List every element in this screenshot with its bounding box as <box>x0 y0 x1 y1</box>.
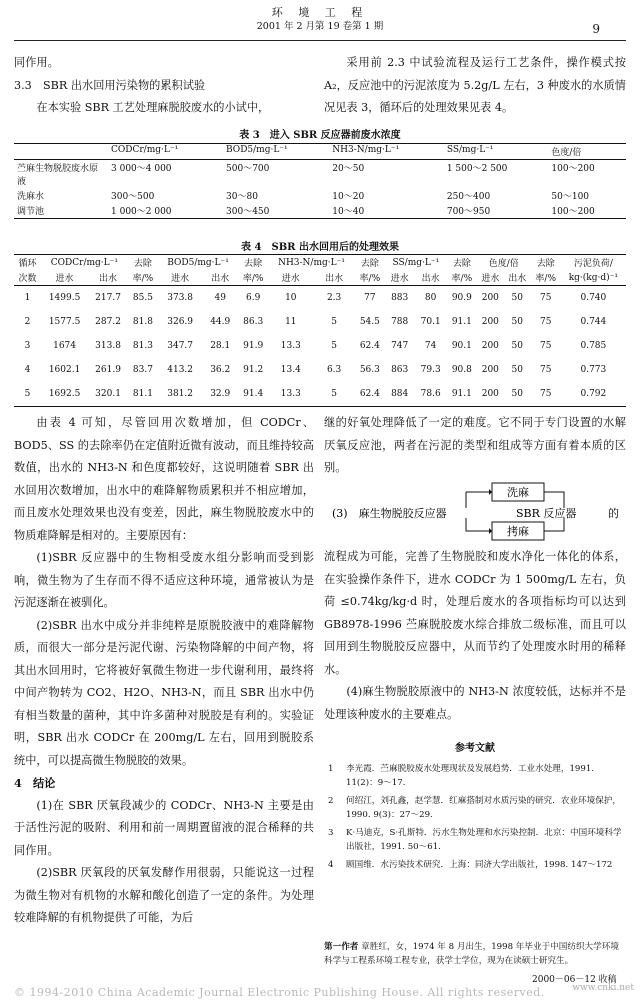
table-cell: 1674 <box>53 341 77 351</box>
running-header <box>0 6 640 33</box>
table4-header-cell: 率/% <box>132 274 154 284</box>
table-cell: 50 <box>511 389 523 399</box>
table-row <box>14 286 626 311</box>
table-cell: 36.2 <box>210 365 231 375</box>
table4-header-cell: 循环 <box>18 259 37 269</box>
table-cell: 200 <box>481 365 499 375</box>
table-cell: 80 <box>424 293 437 303</box>
table4-header-cell: 率/% <box>359 274 381 284</box>
table-cell: 90.9 <box>451 293 472 303</box>
flow-diagram <box>324 480 626 542</box>
table-cell: 200 <box>481 389 499 399</box>
table4-header-cell: SS/mg·L⁻¹ <box>392 257 440 268</box>
table4-header-cell: 去除 <box>536 259 555 269</box>
table-row <box>14 310 626 334</box>
table3 <box>14 143 626 219</box>
table3-header-cell: BOD5/mg·L⁻¹ <box>226 145 288 155</box>
table-row <box>14 334 626 358</box>
paragraph: 继的好氧处理降低了一定的难度。它不同于专门设置的水解厌氧反应池，两者在污泥的类型和组成等方面有着本质的区别。 <box>324 416 626 474</box>
table-cell: 苎麻生物脱胶废水原液 <box>17 164 99 187</box>
table4-header-cell: 去除 <box>360 259 379 269</box>
left-column-body <box>14 412 314 930</box>
table-cell: 0.773 <box>580 365 607 375</box>
table-cell: 883 <box>391 293 409 303</box>
table-cell: 884 <box>391 389 409 399</box>
table-cell: 13.3 <box>280 389 301 399</box>
section-heading-4: 4 结论 <box>14 776 56 790</box>
table3-caption: 表 3 进入 SBR 反应器前废水浓度 <box>239 130 401 141</box>
table-cell: 62.4 <box>359 341 380 351</box>
table-cell: 75 <box>539 317 552 327</box>
table4-header-cell: 进水 <box>171 274 190 284</box>
table-cell: 91.9 <box>243 341 264 351</box>
table-cell: 300～500 <box>111 192 155 202</box>
table-cell: 13.3 <box>280 341 301 351</box>
table-row <box>14 203 626 219</box>
references <box>324 742 626 876</box>
table4-header-cell: CODCr/mg·L⁻¹ <box>50 257 118 268</box>
table-cell: 5 <box>331 317 337 327</box>
table-cell: 85.5 <box>132 293 153 303</box>
table-cell: 300～450 <box>226 207 270 217</box>
reference-item <box>324 826 626 854</box>
table-cell: 91.1 <box>451 317 472 327</box>
table-cell: 79.3 <box>420 365 441 375</box>
table4-header-cell: 污泥负荷/ <box>573 259 613 269</box>
table-cell: 1 000～2 000 <box>111 207 172 217</box>
table-cell: 20～50 <box>332 164 365 174</box>
table-cell: 56.3 <box>359 365 380 375</box>
reference-text: K·马迪克，S·孔斯特．污水生物处理和水污染控制．北京：中国环境科学出版社，1991. 50～61. <box>346 828 622 852</box>
table-cell: 91.4 <box>243 389 264 399</box>
table-cell: 313.8 <box>95 341 121 351</box>
table-cell: 1692.5 <box>48 389 81 399</box>
paragraph: 由表 4 可知，尽管回用次数增加，但 CODCr、BOD5、SS 的去除率仍在定值附近微有波动，而且维持较高数值，出水的 NH3-N 和色度都较好，这说明随着 SBR 出水回用次数增加，出水中的难降解物质累积并不相应增加，而且废水处理效果也没有变差，因此，麻生物脱胶废水中的物质难降解是相对的。主要原因有： <box>14 416 314 542</box>
watermark: © 1994-2010 China Academic Journal Electronic Publishing House. All rights reserved. <box>14 986 545 999</box>
table-cell: 4 <box>24 365 31 375</box>
table-cell: 700～950 <box>446 207 491 217</box>
table-cell: 217.7 <box>95 293 121 303</box>
table-cell: 413.2 <box>167 365 194 375</box>
table-cell: 30～80 <box>226 192 258 202</box>
table4-header-cell: 率/% <box>242 274 264 284</box>
table-cell: 200 <box>481 293 499 303</box>
table-cell: 10～40 <box>332 207 365 217</box>
table-cell: 91.2 <box>243 365 264 375</box>
right-column-top <box>324 52 626 120</box>
table-cell: 83.7 <box>132 365 153 375</box>
paragraph: (4)麻生物脱胶原液中的 NH3-N 浓度较低，达标并不是处理该种废水的主要难点。 <box>324 685 626 721</box>
table-cell: 3 <box>24 341 31 351</box>
table4-header-cell: 出水 <box>211 274 230 284</box>
paragraph: (1)SBR 反应器中的生物相受废水组分影响而受到影响，微生物为了生存而不得不适应这种环境，通常被认为是污泥逐渐在被驯化。 <box>14 551 314 609</box>
table-cell: 3 000～4 000 <box>111 164 172 174</box>
received-date: 2000－06－12 收稿 <box>532 975 617 985</box>
table-cell: 1499.5 <box>48 293 81 303</box>
table-cell: 75 <box>539 293 552 303</box>
table-row <box>14 160 626 189</box>
table-cell: 1577.5 <box>48 317 81 327</box>
table-row <box>14 188 626 203</box>
table4-caption: 表 4 SBR 出水回用后的处理效果 <box>241 242 399 253</box>
table-cell: 11 <box>285 317 297 327</box>
right-column-body <box>324 412 626 480</box>
table-cell: 74 <box>424 341 437 351</box>
header-rule <box>14 40 626 41</box>
table-cell: 13.4 <box>280 365 301 375</box>
beating-label: 拷麻 <box>507 525 529 538</box>
journal-name: 环 境 工 程 <box>271 6 369 19</box>
table-cell: 90.8 <box>451 365 472 375</box>
table-cell: 78.6 <box>420 389 441 399</box>
table4-header-cell: NH3-N/mg·L⁻¹ <box>278 257 345 268</box>
table-cell: 100～200 <box>551 164 595 174</box>
table-cell: 91.1 <box>451 389 472 399</box>
table-cell: 5 <box>24 389 31 399</box>
table-cell: 10～20 <box>332 192 365 202</box>
table4-header-cell: 进水 <box>281 274 300 284</box>
table-cell: 75 <box>539 365 552 375</box>
table4-header-cell: 出水 <box>325 274 344 284</box>
table-cell: 863 <box>391 365 409 375</box>
table-cell: 81.1 <box>132 389 153 399</box>
table-cell: 81.8 <box>132 317 153 327</box>
reference-text: 何绍江，刘孔鑫，赵学慧．红麻搭制对水质污染的研究．农业环境保护，1990. 9(3)：27～29. <box>346 796 622 820</box>
issue-info: 2001 年 2 月第 19 卷第 1 期 <box>256 21 384 32</box>
table-cell: 373.8 <box>167 293 194 303</box>
table-cell: 6.3 <box>326 365 342 375</box>
table4-header-row-1 <box>14 255 626 271</box>
author-label: 第一作者 <box>324 942 359 952</box>
author-text: 章胜红，女，1974 年 8 月出生，1998 年毕业于中国纺织大学环境科学与工程系环境工程专业，获学士学位，现为在读硕士研究生。 <box>324 942 619 966</box>
table3-header-cell <box>14 144 108 160</box>
table-cell: 0.785 <box>580 341 607 351</box>
table-cell: 75 <box>539 389 552 399</box>
table-cell: 200 <box>481 341 499 351</box>
page-number: 9 <box>592 22 600 36</box>
table4-header-cell: 去除 <box>452 259 471 269</box>
reference-item <box>324 794 626 822</box>
table-cell: 0.744 <box>580 317 607 327</box>
flow-line <box>466 518 492 531</box>
table4-header-cell: 出水 <box>421 274 440 284</box>
table-cell: 6.9 <box>246 293 261 303</box>
flow-tail-text: 的 <box>608 507 619 520</box>
table-cell: 50 <box>511 317 523 327</box>
table-cell: 261.9 <box>95 365 121 375</box>
table-cell: 287.2 <box>95 317 121 327</box>
table-cell: 747 <box>391 341 409 351</box>
table4-header-cell: kg·(kg·d)⁻¹ <box>568 272 619 283</box>
table-cell: 5 <box>331 341 337 351</box>
reference-item <box>324 762 626 790</box>
reference-number: 3 <box>328 828 334 838</box>
paragraph: 同作用。 <box>14 56 59 69</box>
table4-header-cell: 去除 <box>133 259 152 269</box>
table-cell: 28.1 <box>210 341 231 351</box>
table-cell: 54.5 <box>359 317 380 327</box>
table-cell: 50 <box>511 293 523 303</box>
table3-header-row <box>14 144 626 160</box>
table4-header-cell: 次数 <box>18 274 37 284</box>
table3-header-cell: 色度/倍 <box>551 148 582 158</box>
table-cell: 0.792 <box>580 389 607 399</box>
table4-header-cell: 色度/倍 <box>488 259 519 269</box>
table4-header-cell: 进水 <box>481 274 500 284</box>
table-cell: 86.3 <box>243 317 264 327</box>
table-cell: 洗麻水 <box>17 192 45 202</box>
table4-header-cell: BOD5/mg·L⁻¹ <box>167 257 229 268</box>
table4-header-cell: 率/% <box>451 274 473 284</box>
reference-text: 李光霞．苎麻脱胶废水处理现状及发展趋势．工业水处理，1991. 11(2)：9～17. <box>346 764 595 788</box>
table-cell: 0.740 <box>580 293 607 303</box>
table4 <box>14 254 626 407</box>
table-cell: 347.7 <box>167 341 194 351</box>
table-cell: 50～100 <box>551 192 590 202</box>
table-cell: 326.9 <box>167 317 194 327</box>
table-cell: 32.9 <box>210 389 231 399</box>
table4-header-row-2 <box>14 270 626 286</box>
flow-mid-text: SBR 反应器 <box>516 507 577 520</box>
table3-header-cell: CODCr/mg·L⁻¹ <box>111 145 179 155</box>
table-cell: 100～200 <box>551 207 595 217</box>
table4-header-cell: 出水 <box>99 274 118 284</box>
paragraph: 流程成为可能，完善了生物脱胶和废水净化一体化的体系，在实验操作条件下，进水 CODCr 为 1 500mg/L 左右，负荷 ≤0.74kg/kg·d 时，处理后废水的各项指标均可以达到 GB8978-1996 苎麻脱胶废水综合排放二级标准，而且可以回用到生物脱胶反应器中，从而节约了处理废水时用的稀释水。 <box>324 550 626 676</box>
table-cell: 1 <box>24 293 31 303</box>
right-column-body-2 <box>324 546 626 726</box>
table-cell: 调节池 <box>17 207 45 217</box>
reference-number: 2 <box>328 796 334 806</box>
reference-number: 4 <box>328 860 334 870</box>
table-row <box>14 358 626 382</box>
reference-item <box>324 858 626 872</box>
table-cell: 2.3 <box>326 293 342 303</box>
table-cell: 1602.1 <box>48 365 81 375</box>
table-cell: 77 <box>364 293 376 303</box>
paragraph: 采用前 2.3 中试验流程及运行工艺条件，操作模式按 A₂，反应池中的污泥浓度为 5.2g/L 左右，3 种废水的水质情况见表 3，循环后的处理效果见表 4。 <box>324 56 626 114</box>
flow-line <box>544 492 564 508</box>
table-cell: 62.4 <box>359 389 380 399</box>
table4-header-cell: 去除 <box>244 259 263 269</box>
table4-body <box>14 286 626 407</box>
table-cell: 50 <box>511 365 523 375</box>
table-cell: 10 <box>285 293 297 303</box>
table4-header-cell: 率/% <box>535 274 556 284</box>
table-cell: 320.1 <box>95 389 121 399</box>
reference-text: 顾国维．水污染技术研究．上海：同济大学出版社，1998. 147～172 <box>346 860 613 870</box>
table-cell: 250～400 <box>446 192 491 202</box>
watermark-site: www.cnki.net <box>572 983 634 993</box>
table-cell: 81.3 <box>132 341 153 351</box>
paragraph: (2)SBR 出水中成分并非纯粹是原脱胶液中的难降解物质，而很大一部分是污泥代谢、污染物降解的中间产物，将其出水回用时，它将被好氧微生物进一步代谢利用，最终将中间产物转为 CO2、H2O、NH3-N，而且 SBR 出水中仍有相当数量的菌种，其中许多菌种对脱胶是有利的。实验证明，SBR 出水 CODCr 在 200mg/L 左右，回用到脱胶系统中，可以提高微生物脱胶的效果。 <box>14 618 314 767</box>
flow-lead-text: (3) 麻生物脱胶反应器 <box>332 507 447 520</box>
paragraph: 在本实验 SBR 工艺处理麻脱胶废水的小试中， <box>36 101 270 114</box>
washing-label: 洗麻 <box>507 486 529 499</box>
section-heading-3-3: 3.3 SBR 出水回用污染物的累积试验 <box>14 78 206 92</box>
table-cell: 200 <box>481 317 499 327</box>
table-cell: 70.1 <box>420 317 441 327</box>
table-cell: 1 500～2 500 <box>446 164 508 174</box>
table-cell: 2 <box>24 317 31 327</box>
table-cell: 500～700 <box>226 164 270 174</box>
table-cell: 44.9 <box>210 317 231 327</box>
table4-header-cell: 进水 <box>55 274 74 284</box>
table-cell: 381.2 <box>167 389 194 399</box>
author-note <box>324 940 626 968</box>
table3-header-cell: NH3-N/mg·L⁻¹ <box>332 145 400 155</box>
paragraph: (2)SBR 厌氧段的厌氧发酵作用很弱，只能说这一过程为微生物对有机物的水解和酸化创造了一定的条件。为处理较难降解的有机物提供了可能，为后 <box>14 866 314 924</box>
reference-number: 1 <box>328 764 334 774</box>
table-cell: 90.1 <box>451 341 472 351</box>
table-cell: 5 <box>331 389 337 399</box>
references-title: 参考文献 <box>455 743 495 754</box>
table-cell: 49 <box>214 293 226 303</box>
table-cell: 75 <box>539 341 552 351</box>
paragraph: (1)在 SBR 厌氧段减少的 CODCr、NH3-N 主要是由于活性污泥的吸附、利用和前一周期置留液的混合稀释的共同作用。 <box>14 798 314 857</box>
table-cell: 788 <box>391 317 409 327</box>
table-cell: 50 <box>511 341 523 351</box>
table3-header-cell: SS/mg·L⁻¹ <box>446 145 494 155</box>
table4-header-cell: 进水 <box>390 274 409 284</box>
left-column-top <box>14 52 314 120</box>
table-row <box>14 382 626 407</box>
table4-header-cell: 出水 <box>508 274 527 284</box>
